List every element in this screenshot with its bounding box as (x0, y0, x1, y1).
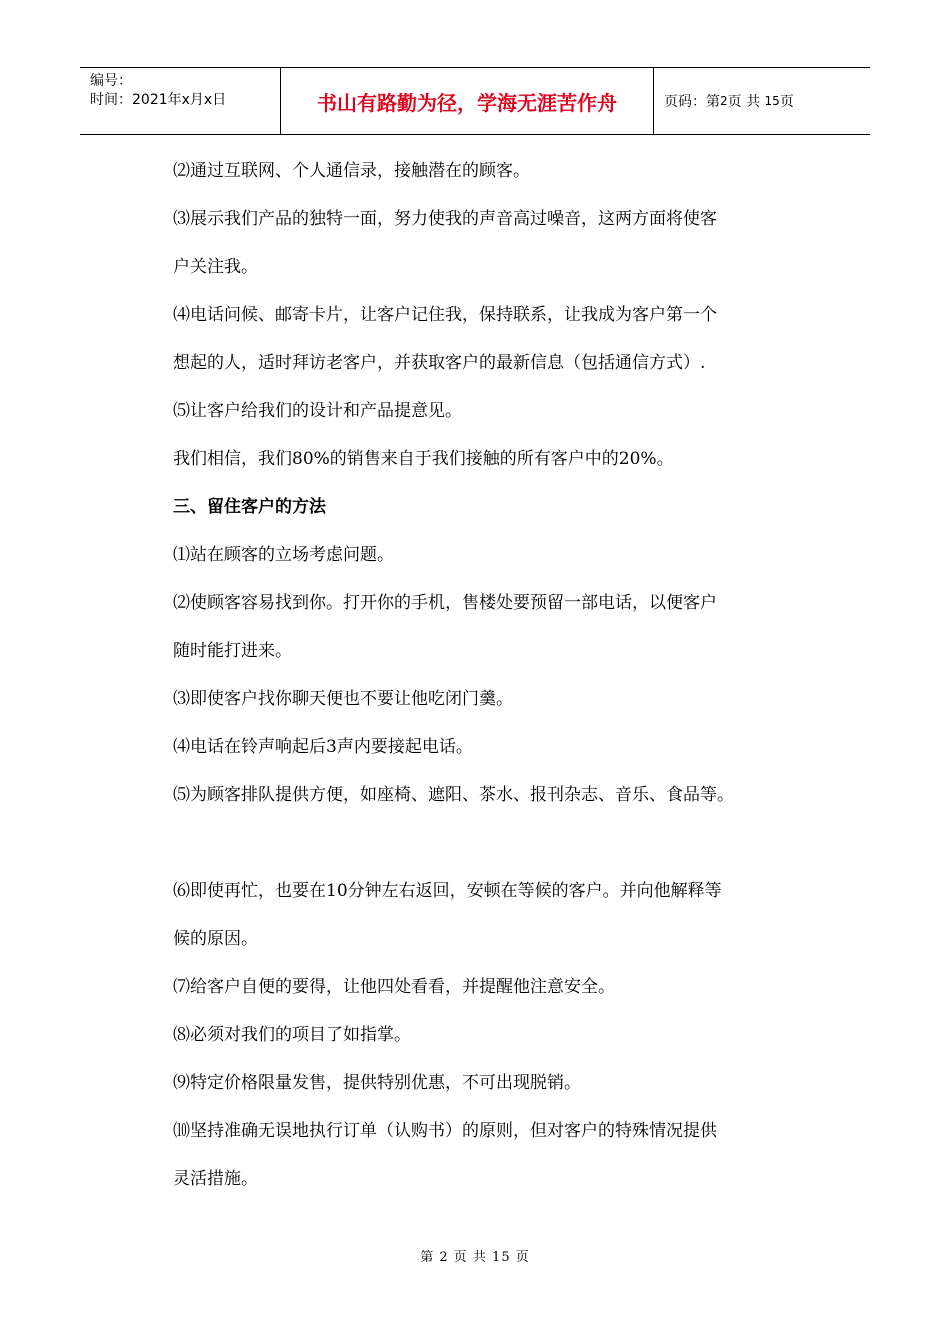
date-label: 时间：2021年x月x日 (90, 92, 227, 108)
body-line: 候的原因。 (173, 929, 258, 949)
body-line: ⑺给客户自便的要得，让他四处看看，并提醒他注意安全。 (173, 977, 615, 997)
body-line: ⑸让客户给我们的设计和产品提意见。 (173, 401, 462, 421)
page-mid: 页 共 (727, 94, 761, 110)
body-line: ⑷电话在铃声响起后3声内要接起电话。 (173, 737, 473, 757)
body-line: 户关注我。 (173, 257, 258, 277)
blank-line (173, 819, 833, 867)
header-meta (80, 68, 281, 134)
body-line: ⑶即使客户找你聊天便也不要让他吃闭门羹。 (173, 689, 513, 709)
body-line: 随时能打进来。 (173, 641, 292, 661)
page-total: 15 (764, 94, 780, 108)
page-prefix: 页码：第 (664, 94, 720, 110)
body-line: ⑽坚持准确无误地执行订单（认购书）的原则，但对客户的特殊情况提供 (173, 1121, 717, 1141)
body-line: ⑷电话问候、邮寄卡片，让客户记住我，保持联系，让我成为客户第一个 (173, 305, 717, 325)
header-motto: 书山有路勤为径，学海无涯苦作舟 (281, 68, 654, 134)
body-line: ⑵通过互联网、个人通信录，接触潜在的顾客。 (173, 161, 530, 181)
body-line: ⑼特定价格限量发售，提供特别优惠，不可出现脱销。 (173, 1073, 581, 1093)
page-suffix: 页 (779, 94, 794, 110)
body-line: ⑸为顾客排队提供方便，如座椅、遮阳、茶水、报刊杂志、音乐、食品等。 (173, 785, 734, 805)
page-footer: 第 2 页 共 15 页 (420, 1250, 530, 1265)
number-label: 编号： (90, 73, 132, 89)
section-heading: 三、留住客户的方法 (173, 497, 326, 517)
body-line: ⑻必须对我们的项目了如指掌。 (173, 1025, 411, 1045)
document-body (173, 147, 833, 1203)
page-number: 2 (720, 94, 728, 108)
page-header (80, 67, 870, 135)
body-line: ⑴站在顾客的立场考虑问题。 (173, 545, 394, 565)
body-line: ⑵使顾客容易找到你。打开你的手机，售楼处要预留一部电话，以便客户 (173, 593, 717, 613)
body-line: 灵活措施。 (173, 1169, 258, 1189)
body-line: ⑹即使再忙，也要在10分钟左右返回，安顿在等候的客户。并向他解释等 (173, 881, 722, 901)
body-line: ⑶展示我们产品的独特一面，努力使我的声音高过噪音，这两方面将使客 (173, 209, 717, 229)
body-line: 想起的人，适时拜访老客户，并获取客户的最新信息（包括通信方式）. (173, 353, 706, 373)
body-line: 我们相信，我们80%的销售来自于我们接触的所有客户中的20%。 (173, 449, 674, 469)
header-page-info (654, 68, 870, 134)
